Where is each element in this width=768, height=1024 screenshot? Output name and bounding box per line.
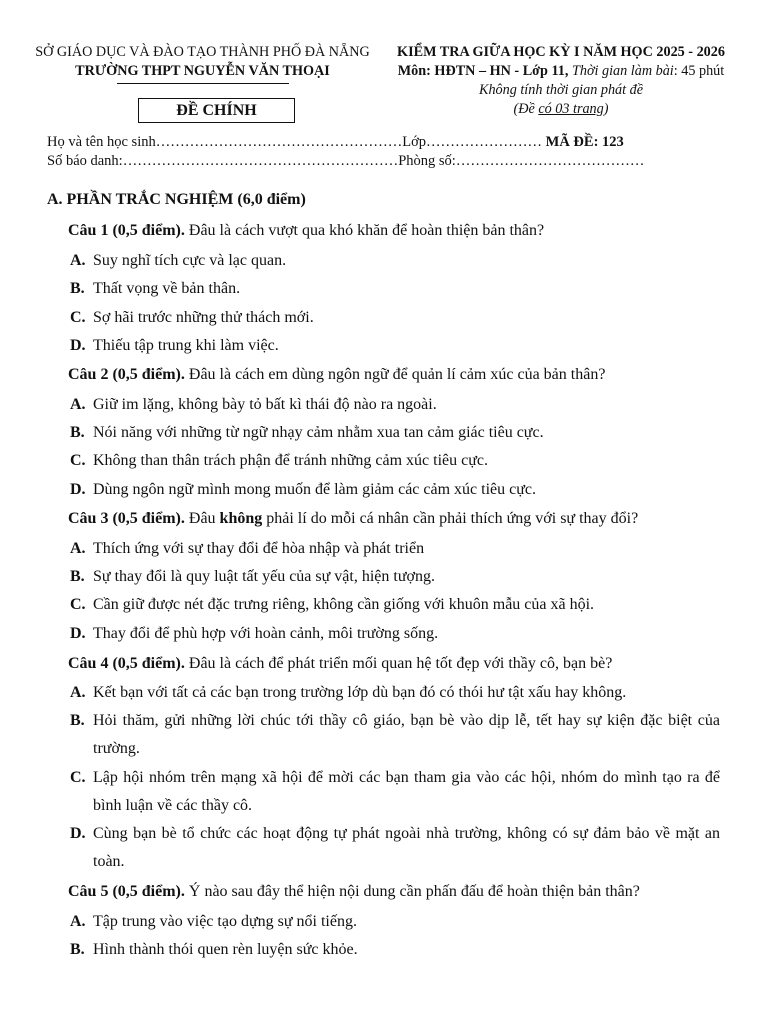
school-name: TRƯỜNG THPT NGUYỄN VĂN THOẠI [75,63,330,79]
option-letter: A. [70,396,86,413]
option-letter: D. [70,825,86,842]
option-text: Dùng ngôn ngữ mình mong muốn để làm giảm các cảm xúc tiêu cực. [93,481,537,498]
question-1 [68,217,720,245]
question-4-head: Câu 4 (0,5 điểm). [68,655,185,672]
option-text: Cùng bạn bè tổ chức các hoạt động tự phát ngoài nhà trường, không có sự đảm bảo về mặt an toàn. [93,825,720,870]
option-text: Tập trung vào việc tạo dựng sự nổi tiếng. [93,913,357,930]
page-count-value: có 03 trang [538,101,604,117]
question-1-option-a [70,247,720,275]
option-text: Nói năng với những từ ngữ nhạy cảm nhằm xua tan cảm giác tiêu cực. [93,424,544,441]
option-text: Cần giữ được nét đặc trưng riêng, không cần giống với khuôn mẫu của xã hội. [93,596,595,613]
option-text: Thích ứng với sự thay đổi để hòa nhập và phát triển [93,540,425,557]
option-text: Thay đổi để phù hợp với hoàn cảnh, môi trường sống. [93,625,439,642]
question-3-text-a: Đâu [188,510,220,527]
question-1-option-c [70,304,720,332]
option-letter: D. [70,625,86,642]
official-exam-badge: ĐỀ CHÍNH [138,98,295,123]
option-text: Sự thay đổi là quy luật tất yếu của sự vật, hiện tượng. [93,568,435,585]
option-letter: B. [70,941,85,958]
question-1-option-d [70,332,720,360]
student-id-label: Số báo danh:…………………………………………………Phòng số:………………………………… [47,153,645,169]
option-text: Suy nghĩ tích cực và lạc quan. [93,252,287,269]
option-letter: A. [70,252,86,269]
question-4 [68,650,720,678]
section-title: A. PHẦN TRẮC NGHIỆM (6,0 điểm) [47,191,306,208]
student-name-label: Họ và tên học sinh……………………………………………Lớp…………………… [47,134,543,150]
question-2 [68,361,720,389]
time-value: : 45 phút [673,63,725,79]
question-5-head: Câu 5 (0,5 điểm). [68,883,185,900]
header-left [30,43,375,84]
option-letter: C. [70,452,86,469]
student-id-row [47,152,644,170]
question-5-text: Ý nào sau đây thể hiện nội dung cần phấn đấu để hoàn thiện bản thân? [188,883,640,900]
question-4-option-c [70,764,720,820]
question-3-head: Câu 3 (0,5 điểm). [68,510,185,527]
question-5 [68,878,720,906]
option-text: Giữ im lặng, không bày tỏ bất kì thái độ nào ra ngoài. [93,396,437,413]
option-letter: C. [70,596,86,613]
question-3-option-c [70,591,720,619]
question-3-option-a [70,535,720,563]
question-3-emphasis: không [219,510,263,527]
option-letter: B. [70,280,85,297]
question-1-head: Câu 1 (0,5 điểm). [68,222,185,239]
question-4-option-b [70,707,720,763]
option-letter: A. [70,540,86,557]
question-2-text: Đâu là cách em dùng ngôn ngữ để quản lí cảm xúc của bản thân? [188,366,606,383]
question-5-option-a [70,908,720,936]
page-count-prefix: (Đề [513,101,539,117]
page-count-suffix: ) [603,101,609,117]
question-3 [68,505,720,533]
question-2-option-b [70,419,720,447]
option-letter: C. [70,769,86,786]
option-text: Lập hội nhóm trên mạng xã hội để mời các bạn tham gia vào các hội, nhóm do mình tạo ra để bình luận về các thầy cô. [93,769,720,814]
exam-code: MÃ ĐỀ: 123 [545,134,624,150]
time-note: Không tính thời gian phát đề [478,82,644,98]
option-text: Thiếu tập trung khi làm việc. [93,337,279,354]
option-letter: A. [70,684,86,701]
question-3-option-b [70,563,720,591]
option-text: Sợ hãi trước những thử thách mới. [93,309,314,326]
question-2-option-d [70,476,720,504]
student-name-row [47,133,624,151]
option-letter: B. [70,712,85,729]
option-letter: A. [70,913,86,930]
question-1-option-b [70,275,720,303]
option-letter: B. [70,424,85,441]
subject-label: Môn: HĐTN – HN - Lớp 11, [397,63,569,79]
option-text: Hỏi thăm, gửi những lời chúc tới thầy cô giáo, bạn bè vào dịp lễ, tết hay sự kiện đặc biệt của trường. [93,712,720,757]
option-letter: D. [70,337,86,354]
subject-line [388,62,734,81]
school-underline [117,83,289,84]
question-1-text: Đâu là cách vượt qua khó khăn để hoàn thiện bản thân? [184,222,545,239]
question-2-option-a [70,391,720,419]
question-2-head: Câu 2 (0,5 điểm). [68,366,185,383]
page-count [388,100,734,119]
option-letter: D. [70,481,86,498]
question-4-option-a [70,679,720,707]
question-3-option-d [70,620,720,648]
option-text: Kết bạn với tất cả các bạn trong trường lớp dù bạn đó có thói hư tật xấu hay không. [93,684,627,701]
exam-title: KIỂM TRA GIỮA HỌC KỲ I NĂM HỌC 2025 - 2026 [397,44,725,60]
header-right [388,43,734,119]
question-4-option-d [70,820,720,876]
option-text: Không than thân trách phận để tránh những cảm xúc tiêu cực. [93,452,488,469]
option-letter: C. [70,309,86,326]
department-name: SỞ GIÁO DỤC VÀ ĐÀO TẠO THÀNH PHỐ ĐÀ NẴNG [35,44,370,60]
option-text: Hình thành thói quen rèn luyện sức khỏe. [93,941,358,958]
time-label: Thời gian làm bài [571,63,674,79]
question-3-text-b: phải lí do mỗi cá nhân cần phải thích ứng với sự thay đổi? [262,510,639,527]
question-4-text: Đâu là cách để phát triển mối quan hệ tốt đẹp với thầy cô, bạn bè? [188,655,613,672]
option-letter: B. [70,568,85,585]
question-2-option-c [70,447,720,475]
option-text: Thất vọng về bản thân. [93,280,241,297]
question-5-option-b [70,936,720,964]
